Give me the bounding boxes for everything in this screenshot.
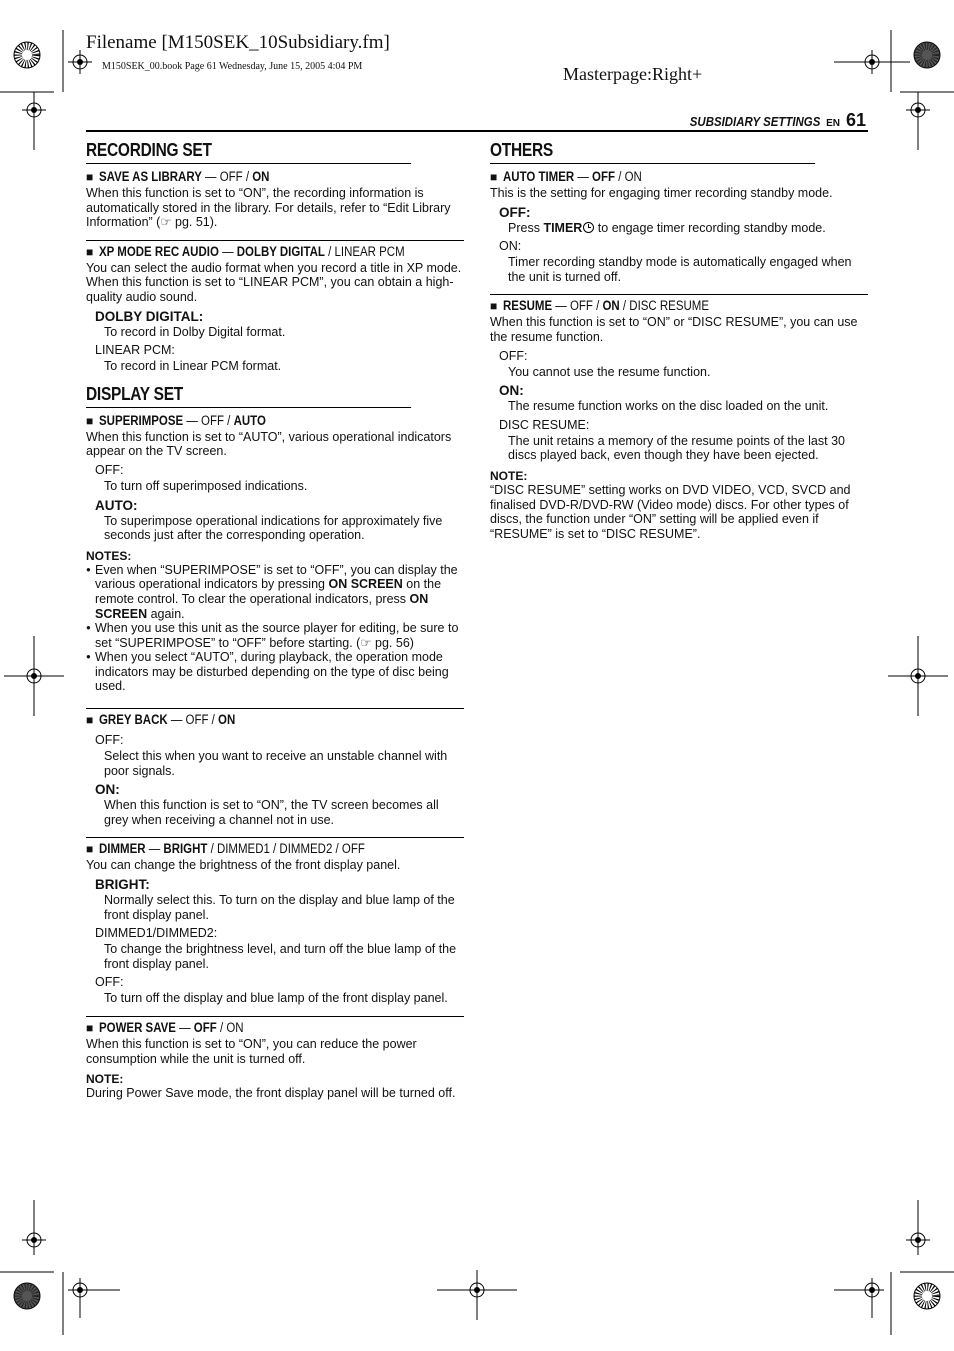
grey-back-item: ■ GREY BACK — OFF / ON OFF: Select this when you want to receive an unstable channel with poor signals. ON: When this function is set to “ON”, the TV screen becomes all grey when receiving a channel not in use.	[86, 708, 464, 827]
resume-disc-text: The unit retains a memory of the resume points of the last 30 discs played back, even though they have been ejected.	[508, 433, 845, 463]
superimpose-notes	[86, 563, 464, 694]
resume-on-text: The resume function works on the disc loaded on the unit.	[508, 399, 829, 414]
dimmer-desc: You can change the brightness of the front display panel.	[86, 858, 401, 873]
others-heading: OTHERS	[490, 140, 815, 164]
superimpose-item: ■ SUPERIMPOSE — OFF / AUTO When this function is set to “AUTO”, various operational indicators appear on the TV screen. OFF: To turn off superimposed indications. AUTO: To superimpose operational indications for approximately five seconds just after the corresponding operation. NOTES: ● Even when “SUPERIMPOSE” is set to “OFF”, you can display the various operational indicators by pressing ON SCREEN on the remote control. To clear the operational indicators, press ON SCREEN again. ● When you use this unit as the source player for editing, be sure to set “SUPERIMPOSE” to “OFF” before starting. (☞ pg. 56) ● When you select “AUTO”, during playback, the operation mode indicators may be disturbed depending on the type of disc being used.	[86, 410, 464, 694]
xp-mode-desc: You can select the audio format when you record a title in XP mode. When this function is set to “LINEAR PCM”, you can obtain a high-quality audio sound.	[86, 260, 462, 304]
dimmer-off-label: OFF:	[95, 975, 124, 990]
grey-on-label: ON:	[95, 782, 120, 798]
resume-item: ■ RESUME — OFF / ON / DISC RESUME When this function is set to “ON” or “DISC RESUME”, you can use the resume function. OFF: You cannot use the resume function. ON: The resume function works on the disc loaded on the unit. DISC RESUME: The unit retains a memory of the resume points of the last 30 discs played back, even though they have been ejected. NOTE: “DISC RESUME” setting works on DVD VIDEO, VCD, SVCD and finalised DVD-R/DVD-RW (Video mode) discs. For other types of discs, the function under “ON” setting will be applied even if “RESUME” is set to “DISC RESUME”.	[490, 294, 868, 541]
clock-icon	[583, 222, 594, 233]
dimmer-dimmed-text: To change the brightness level, and turn off the blue lamp of the front display panel.	[104, 942, 457, 971]
xp-dolby-text: To record in Dolby Digital format.	[104, 324, 286, 339]
auto-timer-on-label: ON:	[499, 239, 522, 254]
auto-timer-on-text: Timer recording standby mode is automatically engaged when the unit is turned off.	[508, 255, 852, 284]
auto-timer-off-label: OFF:	[499, 204, 531, 220]
resume-note: “DISC RESUME” setting works on DVD VIDEO, VCD, SVCD and finalised DVD-R/DVD-RW (Video mode) discs. For other types of discs, the function under “ON” setting will be applied even if “RESUME” is set to “DISC RESUME”.	[490, 482, 851, 541]
header-rule	[86, 130, 868, 132]
display-set-heading: DISPLAY SET	[86, 384, 411, 408]
running-header	[672, 110, 866, 131]
timer-button-label: TIMER	[543, 220, 583, 235]
grey-on-text: When this function is set to “ON”, the TV screen becomes all grey when receiving a channel not in use.	[104, 798, 439, 827]
resume-disc-label: DISC RESUME:	[499, 417, 590, 432]
dimmer-item: ■ DIMMER — BRIGHT / DIMMED1 / DIMMED2 / OFF You can change the brightness of the front display panel. BRIGHT: Normally select this. To turn on the display and blue lamp of the front display panel. DIMMED1/DIMMED2: To change the brightness level, and turn off the blue lamp of the front display panel. OFF: To turn off the display and blue lamp of the front display panel.	[86, 837, 464, 1006]
masterpage-label: Masterpage:Right+	[563, 64, 703, 84]
power-save-item: ■ POWER SAVE — OFF / ON When this function is set to “ON”, you can reduce the power consumption while the unit is turned off. NOTE: During Power Save mode, the front display panel will be turned off.	[86, 1016, 464, 1101]
power-save-note: During Power Save mode, the front display panel will be turned off.	[86, 1086, 456, 1101]
auto-timer-off-text: Press TIMER to engage timer recording standby mode.	[508, 220, 826, 235]
grey-off-text: Select this when you want to receive an unstable channel with poor signals.	[104, 749, 448, 778]
auto-timer-desc: This is the setting for engaging timer recording standby mode.	[490, 186, 833, 200]
recording-set-heading: RECORDING SET	[86, 140, 411, 164]
resume-off-text: You cannot use the resume function.	[508, 364, 711, 379]
note-item: ● When you select “AUTO”, during playback, the operation mode indicators may be disturbed depending on the type of disc being used.	[86, 650, 464, 694]
superimpose-auto-text: To superimpose operational indications for approximately five seconds just after the corresponding operation.	[104, 513, 443, 543]
superimpose-off-label: OFF:	[95, 462, 124, 477]
resume-off-label: OFF:	[499, 348, 528, 363]
grey-off-label: OFF:	[95, 733, 124, 748]
superimpose-notes-label: NOTES:	[86, 548, 132, 563]
section-title: SUBSIDIARY SETTINGS	[689, 114, 821, 129]
save-as-library-item: ■ SAVE AS LIBRARY — OFF / ON When this function is set to “ON”, the recording information is automatically stored in the library. For details, refer to “Edit Library Information” (☞ pg. 51).	[86, 166, 464, 230]
superimpose-auto-label: AUTO:	[95, 497, 138, 513]
book-info: M150SEK_00.book Page 61 Wednesday, June 15, 2005 4:04 PM	[102, 61, 363, 72]
xp-dolby-label: DOLBY DIGITAL:	[95, 308, 204, 324]
superimpose-off-text: To turn off superimposed indications.	[104, 478, 308, 493]
save-as-library-desc: When this function is set to “ON”, the recording information is automatically stored in the library. For details, refer to “Edit Library Information” (☞ pg. 51).	[86, 186, 451, 230]
resume-note-label: NOTE:	[490, 468, 528, 483]
note-item: ● When you use this unit as the source player for editing, be sure to set “SUPERIMPOSE” to “OFF” before starting. (☞ pg. 56)	[86, 621, 464, 650]
page-number: 61	[845, 110, 866, 130]
left-column	[86, 136, 464, 1101]
language-code: EN	[826, 118, 840, 129]
xp-linear-text: To record in Linear PCM format.	[104, 359, 282, 374]
auto-timer-item: ■ AUTO TIMER — OFF / ON This is the setting for engaging timer recording standby mode. OFF: Press TIMER to engage timer recording standby mode. ON: Timer recording standby mode is automatically engaged when the unit is turned off.	[490, 166, 868, 284]
dimmer-dimmed-label: DIMMED1/DIMMED2:	[95, 926, 218, 941]
filename-label: Filename [M150SEK_10Subsidiary.fm]	[86, 32, 390, 53]
superimpose-desc: When this function is set to “AUTO”, various operational indicators appear on the TV screen.	[86, 429, 452, 459]
right-column	[490, 136, 868, 541]
note-item: ● Even when “SUPERIMPOSE” is set to “OFF”, you can display the various operational indicators by pressing ON SCREEN on the remote control. To clear the operational indicators, press ON SCREEN again.	[86, 563, 464, 621]
dimmer-bright-label: BRIGHT:	[95, 877, 150, 893]
power-save-note-label: NOTE:	[86, 1072, 124, 1087]
dimmer-off-text: To turn off the display and blue lamp of the front display panel.	[104, 991, 448, 1006]
xp-mode-item: ■ XP MODE REC AUDIO — DOLBY DIGITAL / LINEAR PCM You can select the audio format when you record a title in XP mode. When this function is set to “LINEAR PCM”, you can obtain a high-quality audio sound. DOLBY DIGITAL: To record in Dolby Digital format. LINEAR PCM: To record in Linear PCM format.	[86, 240, 464, 374]
dimmer-bright-text: Normally select this. To turn on the display and blue lamp of the front display panel.	[104, 893, 455, 922]
power-save-desc: When this function is set to “ON”, you can reduce the power consumption while the unit is turned off.	[86, 1037, 417, 1066]
resume-on-label: ON:	[499, 383, 524, 399]
resume-desc: When this function is set to “ON” or “DISC RESUME”, you can use the resume function.	[490, 315, 858, 344]
xp-linear-label: LINEAR PCM:	[95, 343, 175, 358]
